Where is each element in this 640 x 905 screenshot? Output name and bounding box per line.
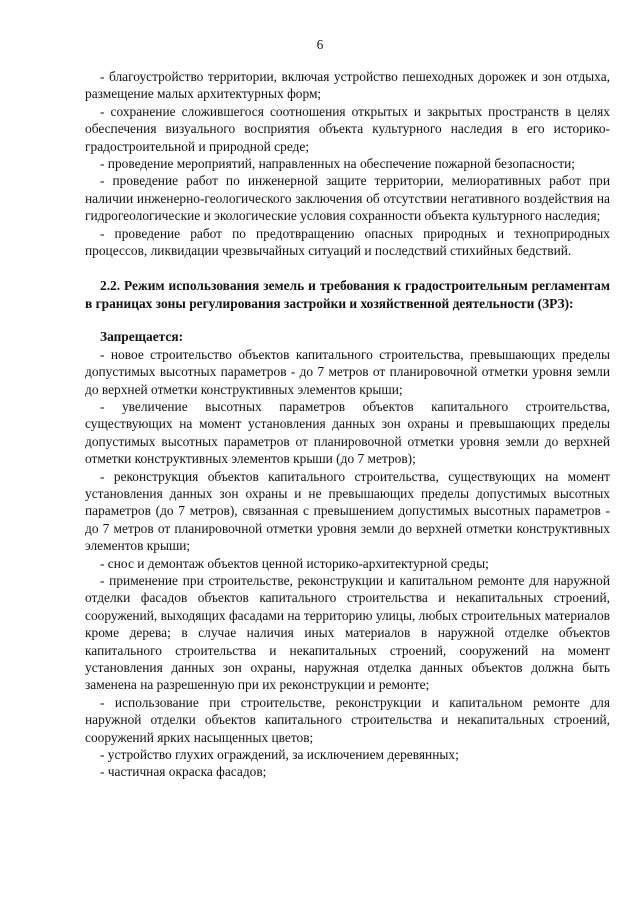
prohibited-item-4: - снос и демонтаж объектов ценной историко-архитектурной среды;	[100, 555, 489, 571]
prohibited-item-7: - устройство глухих ограждений, за исключением деревянных;	[100, 747, 459, 763]
section-subheading: Запрещается:	[100, 329, 184, 345]
prohibited-item-6: - использование при строительстве, реконструкции и капитальном ремонте для наружной отделки объектов капитального строительства и некапитальных строений, сооружений ярких насыщенных цветов;	[85, 694, 610, 745]
section-heading: 2.2. Режим использования земель и требования к градостроительным регламентам в границах зоны регулирования застройки и хозяйственной деятельности (ЗРЗ):	[85, 278, 610, 311]
intro-item-5: - проведение работ по предотвращению опасных природных и техноприродных процессов, ликвидации чрезвычайных ситуаций и последствий стихийных бедствий.	[85, 225, 610, 259]
spacer	[85, 259, 610, 277]
prohibited-item-1: - новое строительство объектов капитального строительства, превышающих пределы допустимых высотных параметров - до 7 метров от планировочной отметки уровня земли до верхней отметки конструктивных элементов крыши;	[85, 346, 610, 397]
prohibited-item-2: - увеличение высотных параметров объектов капитального строительства, существующих на момент установления данных зон охраны и превышающих пределы допустимых высотных параметров от планировочной отметки уровня земли до верхней отметки конструктивных элементов крыши (до 7 метров);	[85, 398, 610, 467]
page-content	[85, 68, 610, 781]
intro-item-4: - проведение работ по инженерной защите территории, мелиоративных работ при наличии инженерно-геологического заключения об отсутствии негативного воздействия на гидрогеологические и экологические условия сохранности объекта культурного наследия;	[85, 173, 610, 224]
intro-item-2: - сохранение сложившегося соотношения открытых и закрытых пространств в целях обеспечения визуального восприятия объекта культурного наследия в его историко-градостроительной и природной среде;	[85, 103, 610, 154]
page-number: 6	[316, 37, 324, 52]
spacer	[85, 312, 610, 328]
prohibited-item-8: - частичная окраска фасадов;	[100, 764, 267, 780]
prohibited-item-5: - применение при строительстве, реконструкции и капитальном ремонте для наружной отделки фасадов объектов капитального строительства и некапитальных строений, сооружений, выходящих фасадами на территорию улицы, любых строительных материалов кроме дерева; в случае наличия иных материалов в наружной отделке объектов капитального строительства и некапитальных строений, сооружений на момент установления данных зон охраны, наружная отделка данных объектов должна быть заменена на разрешенную при их реконструкции и ремонте;	[85, 572, 610, 693]
prohibited-item-3: - реконструкция объектов капитального строительства, существующих на момент установления данных зон охраны и не превышающих пределы допустимых высотных параметров (до 7 метров), связанная с превышением допустимых высотных параметров - до 7 метров от планировочной отметки уровня земли до верхней отметки конструктивных элементов крыши;	[85, 468, 610, 554]
intro-item-1: - благоустройство территории, включая устройство пешеходных дорожек и зон отдыха, размещение малых архитектурных форм;	[85, 69, 610, 102]
intro-item-3: - проведение мероприятий, направленных на обеспечение пожарной безопасности;	[100, 156, 575, 172]
